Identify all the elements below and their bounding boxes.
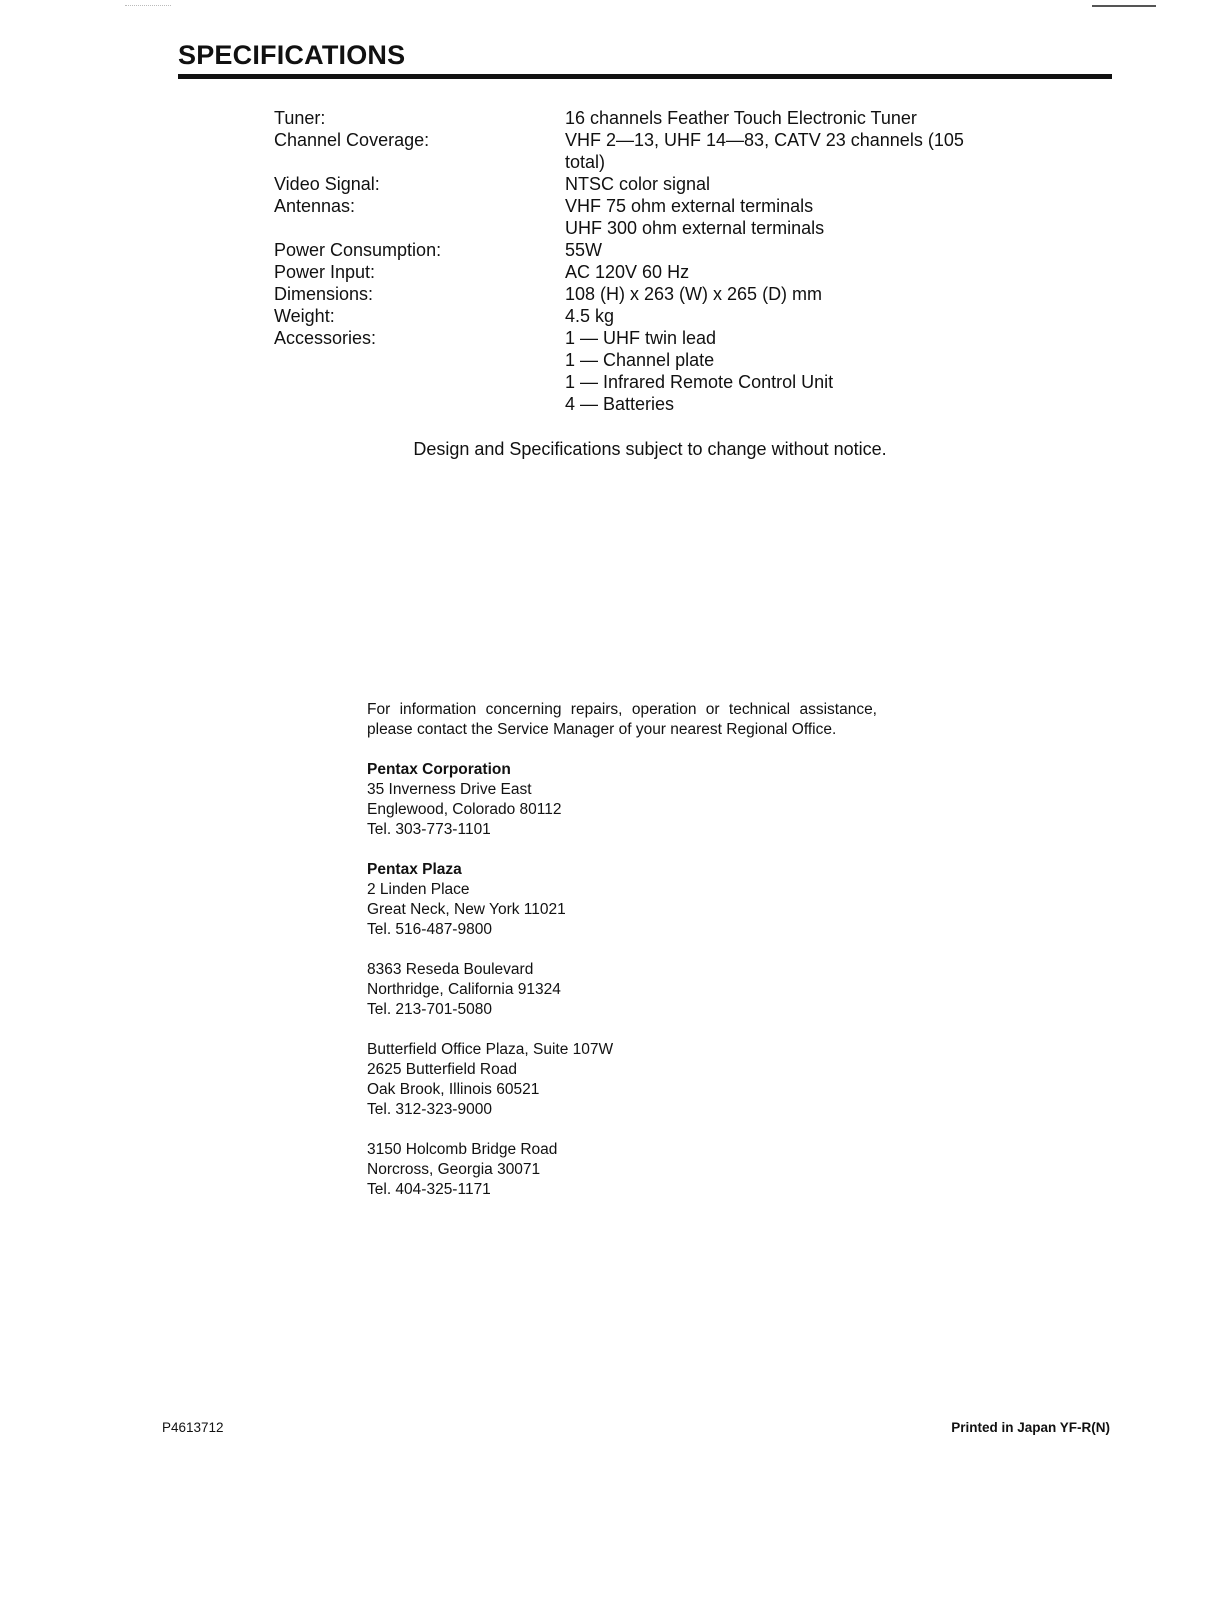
- office-line: Northridge, California 91324: [367, 981, 561, 998]
- spec-value: 55W: [565, 240, 603, 260]
- spec-value: AC 120V 60 Hz: [565, 262, 690, 282]
- spec-value: VHF 75 ohm external terminals: [565, 196, 814, 216]
- office-list: [367, 760, 877, 1200]
- office-line: Tel. 516-487-9800: [367, 921, 492, 938]
- spec-row: [274, 129, 1034, 173]
- spec-values: [565, 129, 1034, 173]
- spec-values: [565, 327, 1034, 415]
- spec-label: Power Input:: [274, 262, 376, 282]
- spec-row: [274, 283, 1034, 305]
- office-name: Pentax Corporation: [367, 761, 511, 778]
- spec-label: Antennas:: [274, 196, 356, 216]
- part-number: P4613712: [162, 1420, 224, 1435]
- spec-row: [274, 305, 1034, 327]
- spec-label: Power Consumption:: [274, 240, 442, 260]
- spec-label: Tuner:: [274, 108, 326, 128]
- spec-row: [274, 239, 1034, 261]
- spec-value: VHF 2—13, UHF 14—83, CATV 23 channels (105: [565, 130, 964, 150]
- spec-value: 1 — UHF twin lead: [565, 328, 717, 348]
- spec-label: Channel Coverage:: [274, 130, 430, 150]
- spec-values: [565, 239, 1034, 261]
- spec-value: 4.5 kg: [565, 306, 615, 326]
- spec-values: [565, 261, 1034, 283]
- office-line: Butterfield Office Plaza, Suite 107W: [367, 1041, 614, 1058]
- spec-row: [274, 327, 1034, 415]
- office-line: Norcross, Georgia 30071: [367, 1161, 541, 1178]
- office-name: Pentax Plaza: [367, 861, 462, 878]
- change-notice: Design and Specifications subject to change without notice.: [413, 439, 887, 459]
- office-address: [367, 960, 877, 1020]
- spec-values: [565, 195, 1034, 239]
- spec-label: Accessories:: [274, 328, 377, 348]
- office-line: 35 Inverness Drive East: [367, 781, 532, 798]
- spec-label: Weight:: [274, 306, 335, 326]
- contact-intro: For information concerning repairs, operation or technical assistance, please contact the Service Manager of your nearest Regional Office.: [367, 701, 877, 738]
- office-line: 8363 Reseda Boulevard: [367, 961, 534, 978]
- spec-value: UHF 300 ohm external terminals: [565, 218, 825, 238]
- office-address: [367, 1040, 877, 1120]
- spec-values: [565, 305, 1034, 327]
- office-line: 2625 Butterfield Road: [367, 1061, 517, 1078]
- spec-label: Dimensions:: [274, 284, 374, 304]
- specifications-list: [274, 107, 1034, 415]
- spec-value: 108 (H) x 263 (W) x 265 (D) mm: [565, 284, 823, 304]
- office-line: 2 Linden Place: [367, 881, 470, 898]
- office-address: [367, 1140, 877, 1200]
- scan-mark-right: [1092, 5, 1156, 7]
- spec-row: [274, 173, 1034, 195]
- spec-values: [565, 283, 1034, 305]
- spec-row: [274, 107, 1034, 129]
- office-line: Tel. 404-325-1171: [367, 1181, 491, 1198]
- spec-value: 1 — Channel plate: [565, 350, 715, 370]
- office-address: [367, 760, 877, 840]
- title-rule: [178, 74, 1112, 79]
- spec-row: [274, 195, 1034, 239]
- page-title: SPECIFICATIONS: [178, 40, 406, 70]
- office-address: [367, 860, 877, 940]
- office-line: Tel. 213-701-5080: [367, 1001, 492, 1018]
- spec-row: [274, 261, 1034, 283]
- printed-in: Printed in Japan YF-R(N): [951, 1420, 1110, 1435]
- spec-values: [565, 173, 1034, 195]
- scan-mark-left: [125, 5, 171, 7]
- spec-value: 4 — Batteries: [565, 394, 675, 414]
- spec-values: [565, 107, 1034, 129]
- spec-value: NTSC color signal: [565, 174, 711, 194]
- spec-value: 1 — Infrared Remote Control Unit: [565, 372, 834, 392]
- office-line: 3150 Holcomb Bridge Road: [367, 1141, 558, 1158]
- office-line: Great Neck, New York 11021: [367, 901, 566, 918]
- spec-value: total): [565, 152, 606, 172]
- office-line: Tel. 303-773-1101: [367, 821, 491, 838]
- office-line: Tel. 312-323-9000: [367, 1101, 492, 1118]
- office-line: Oak Brook, Illinois 60521: [367, 1081, 540, 1098]
- office-line: Englewood, Colorado 80112: [367, 801, 562, 818]
- spec-value: 16 channels Feather Touch Electronic Tuner: [565, 108, 917, 128]
- contact-section: [367, 700, 877, 1200]
- spec-label: Video Signal:: [274, 174, 380, 194]
